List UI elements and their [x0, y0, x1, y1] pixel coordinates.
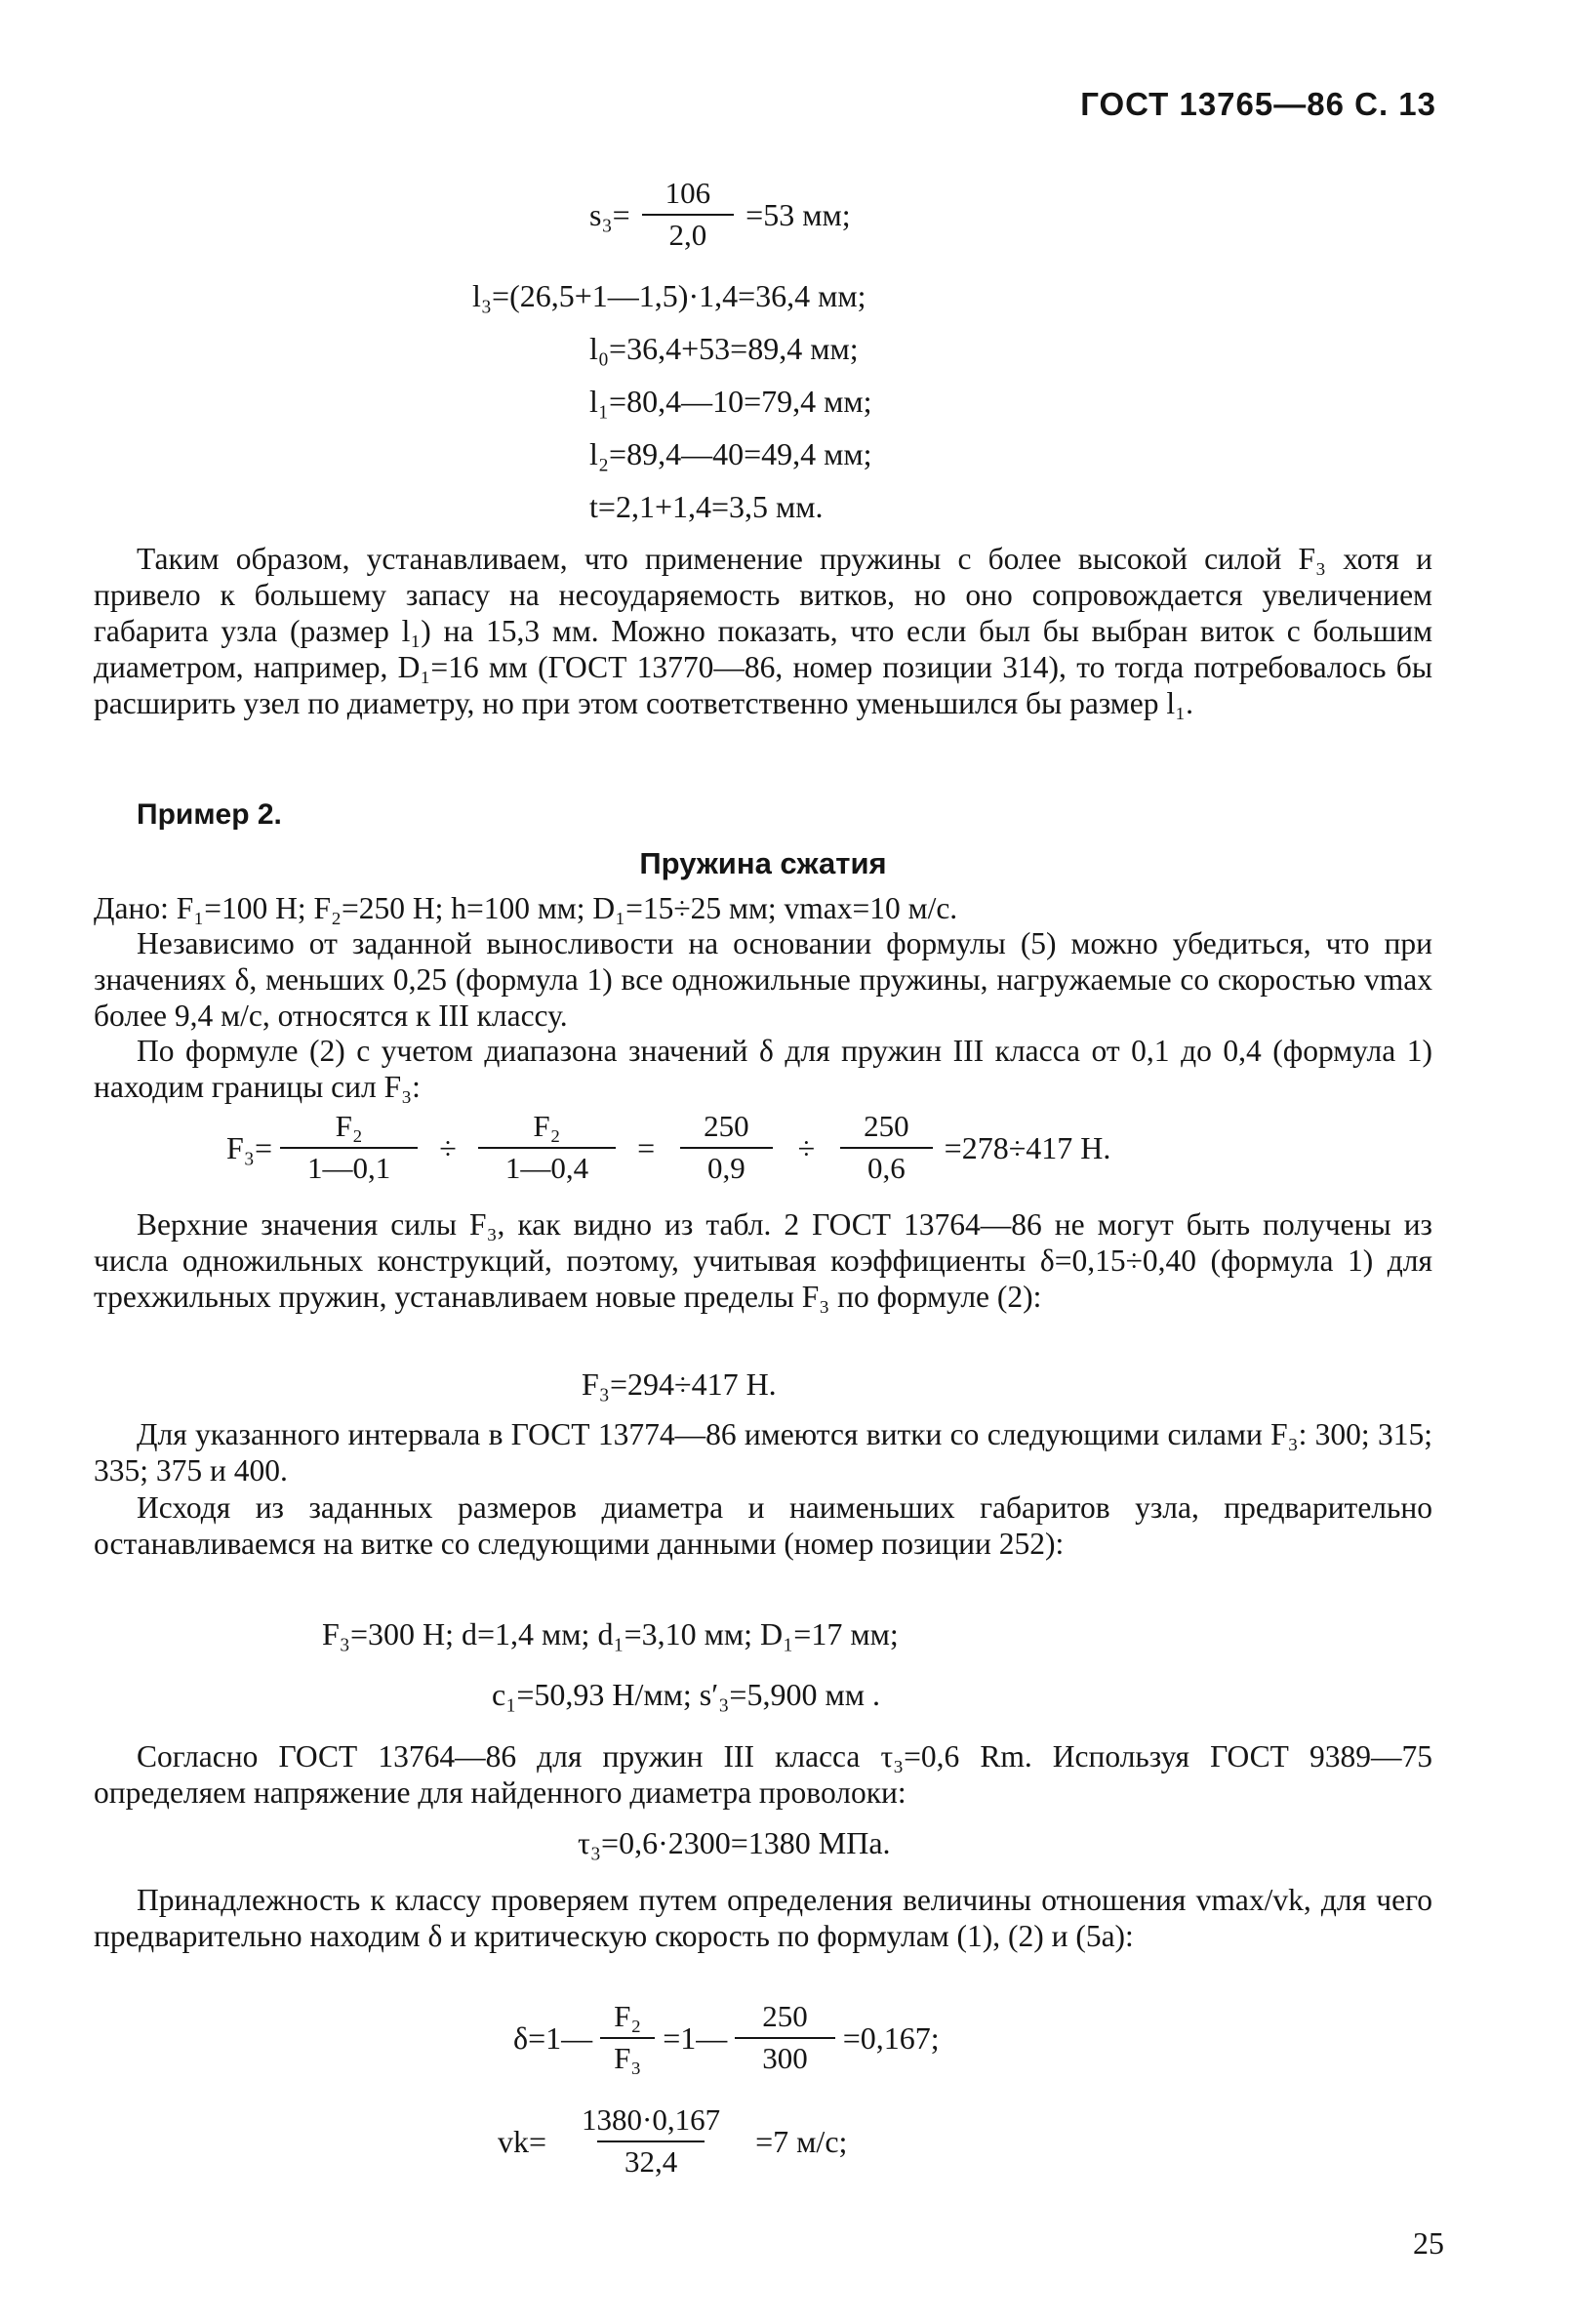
paragraph-6-text: Исходя из заданных размеров диаметра и наименьших габаритов узла, предварительно останавливаемся на витке со следующими данными (номер позиции 252): [94, 1490, 1432, 1561]
equation-delta [513, 2001, 940, 2074]
fraction [676, 1111, 777, 1184]
eq-lhs: δ=1— [513, 2019, 593, 2056]
denominator: 0,6 [840, 1147, 933, 1185]
paragraph-6 [94, 1489, 1432, 1562]
denominator: 1—0,1 [280, 1147, 418, 1185]
example-text: Пример 2. [137, 798, 282, 831]
fraction [478, 1111, 616, 1184]
denominator: 1—0,4 [478, 1147, 616, 1185]
given-line: Дано: F₁=100 Н; F₂=250 Н; h=100 мм; D₁=15÷25 мм; vmax=10 м/с. [94, 891, 958, 925]
paragraph-7 [94, 1738, 1432, 1811]
paragraph-2 [94, 925, 1432, 1034]
denominator: 0,9 [680, 1147, 773, 1185]
equation-f3-range [226, 1111, 1110, 1184]
paragraph-1-text: Таким образом, устанавливаем, что применение пружины с более высокой силой F₃ хотя и привело к большему запасу на несоударяемость витков, но оно сопровождается увеличением габарита узла (размер l₁) на 15,3 мм. Можно показать, что если был бы выбран виток с большим диаметром, например, D₁=16 мм (ГОСТ 13770—86, номер позиции 314), то тогда потребовалось бы расширить узел по диаметру, но при этом соответственно уменьшился бы размер l₁. [94, 542, 1432, 720]
denominator: F₃ [600, 2037, 655, 2075]
numerator: F₂ [335, 1109, 363, 1143]
denominator: 32,4 [597, 2141, 705, 2179]
paragraph-5 [94, 1416, 1432, 1488]
paragraph-5-text: Для указанного интервала в ГОСТ 13774—86 имеются витки со следующими силами F₃: 300; 315; 335; 375 и 400. [94, 1417, 1432, 1488]
paragraph-2-text: Независимо от заданной выносливости на основании формулы (5) можно убедиться, что при значениях δ, меньших 0,25 (формула 1) все одножильные пружины, нагружаемые со скоростью vmax более 9,4 м/с, относятся к III классу. [94, 926, 1432, 1033]
page-number: 25 [1413, 2225, 1444, 2261]
paragraph-1 [94, 541, 1432, 721]
denominator: 300 [735, 2037, 835, 2075]
equation-l1: l₁=80,4—10=79,4 мм; [589, 384, 872, 419]
fraction [836, 1111, 937, 1184]
denominator: 2,0 [642, 214, 735, 252]
operator: ÷ [439, 1129, 457, 1165]
equation-l0: l₀=36,4+53=89,4 мм; [589, 331, 859, 366]
equation-t: t=2,1+1,4=3,5 мм. [589, 489, 824, 524]
paragraph-3 [94, 1033, 1432, 1105]
equation-coil-data-1: F₃=300 Н; d=1,4 мм; d₁=3,10 мм; D₁=17 мм; [322, 1616, 899, 1651]
paragraph-8 [94, 1882, 1432, 1954]
numerator: 250 [762, 1999, 808, 2033]
paragraph-7-text: Согласно ГОСТ 13764—86 для пружин III класса τ₃=0,6 Rm. Используя ГОСТ 9389—75 определяем напряжение для найденного диаметра проволоки: [94, 1739, 1432, 1810]
equation-l3: l₃=(26,5+1—1,5)·1,4=36,4 мм; [472, 278, 866, 313]
numerator: 250 [864, 1109, 909, 1143]
operator: = [637, 1129, 656, 1165]
equation-f3-new-range: F₃=294÷417 Н. [582, 1366, 777, 1402]
equation-s3 [589, 178, 851, 251]
eq-rhs: =278÷417 Н. [944, 1129, 1111, 1165]
eq-rhs: =53 мм; [745, 196, 851, 232]
operator: ÷ [797, 1129, 816, 1165]
fraction [280, 1111, 418, 1184]
page-header: ГОСТ 13765—86 С. 13 [1080, 86, 1436, 122]
fraction [600, 2001, 655, 2074]
eq-lhs: F₃= [226, 1129, 272, 1165]
equation-coil-data-2: c₁=50,93 Н/мм; s′₃=5,900 мм . [492, 1677, 880, 1712]
fraction [638, 178, 739, 251]
numerator: 1380·0,167 [582, 2102, 721, 2137]
section-subtitle: Пружина сжатия [639, 846, 887, 880]
equation-tau3: τ₃=0,6·2300=1380 МПа. [578, 1825, 891, 1860]
fraction [735, 2001, 835, 2074]
equation-vk [498, 2104, 847, 2178]
example-label [94, 796, 1432, 833]
operator: =1— [663, 2019, 728, 2056]
eq-lhs: vk= [498, 2123, 547, 2159]
fraction [554, 2104, 747, 2178]
equation-l2: l₂=89,4—40=49,4 мм; [589, 436, 872, 471]
paragraph-4-text: Верхние значения силы F₃, как видно из табл. 2 ГОСТ 13764—86 не могут быть получены из числа одножильных конструкций, поэтому, учитывая коэффициенты δ=0,15÷0,40 (формула 1) для трехжильных пружин, устанавливаем новые пределы F₃ по формуле (2): [94, 1207, 1432, 1314]
paragraph-4 [94, 1206, 1432, 1315]
numerator: F₂ [614, 1999, 642, 2033]
paragraph-3-text: По формуле (2) с учетом диапазона значений δ для пружин III класса от 0,1 до 0,4 (формула 1) находим границы сил F₃: [94, 1034, 1432, 1104]
numerator: F₂ [533, 1109, 561, 1143]
eq-lhs: s₃= [589, 196, 630, 232]
eq-rhs: =0,167; [842, 2019, 940, 2056]
numerator: 106 [665, 176, 711, 210]
paragraph-8-text: Принадлежность к классу проверяем путем определения величины отношения vmax/vk, для чего предварительно находим δ и критическую скорость по формулам (1), (2) и (5а): [94, 1883, 1432, 1953]
numerator: 250 [704, 1109, 749, 1143]
eq-rhs: =7 м/с; [755, 2123, 848, 2159]
